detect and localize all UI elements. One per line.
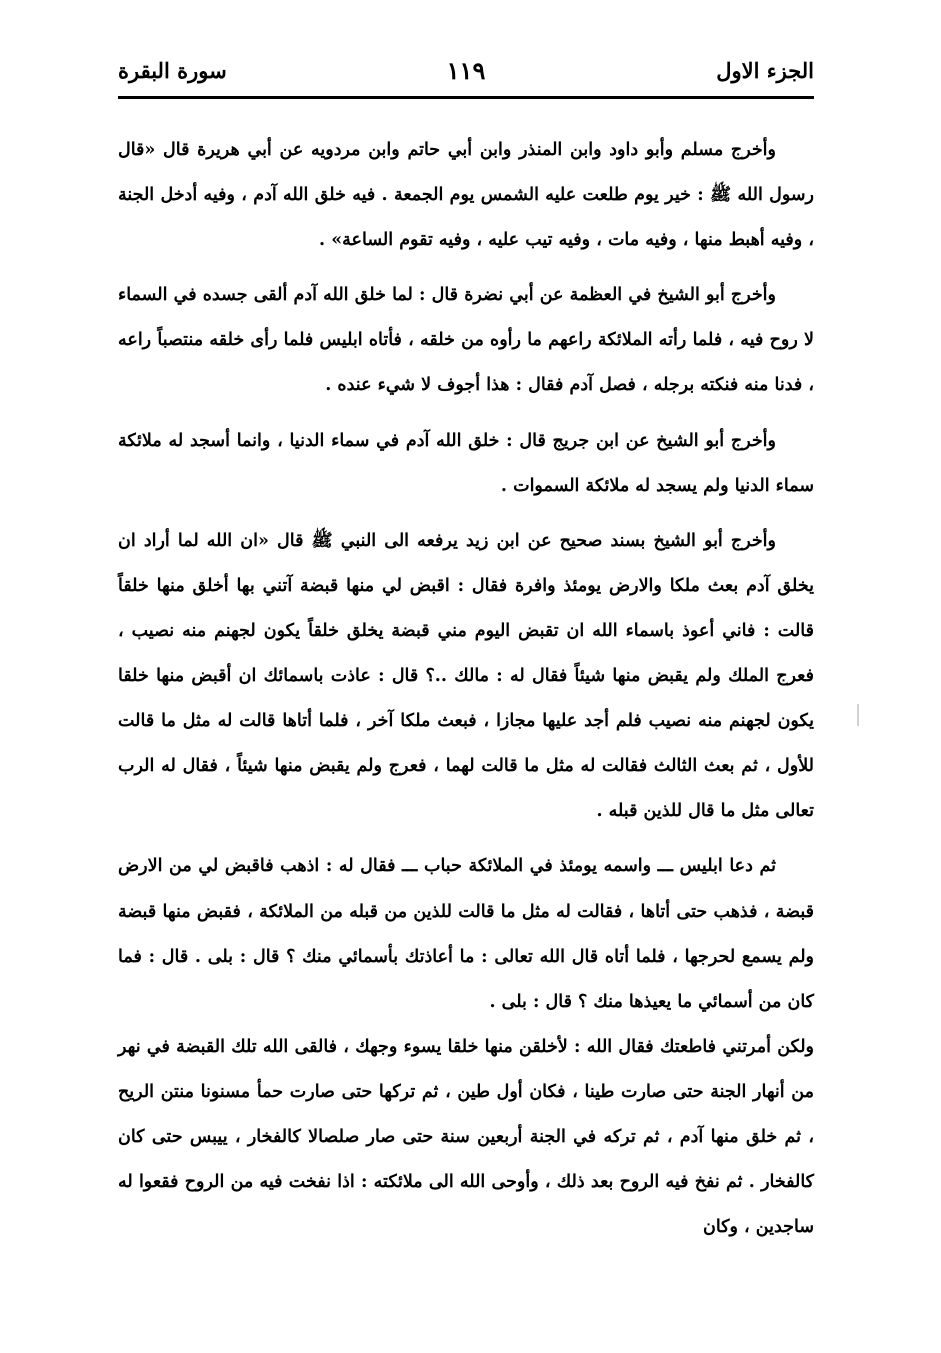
margin-mark (857, 704, 859, 726)
page-number: ١١٩ (446, 56, 486, 85)
header-rule (118, 96, 814, 99)
paragraph-6: ولكن أمرتني فاطعتك فقال الله : لأخلقن منها خلقا يسوء وجهك ، فالقى الله تلك القبضة في نهر من أنهار الجنة حتى صارت طينا ، فكان أول طين ، ثم تركها حتى صارت حمأ مسنونا منتن الريح ، ثم خلق منها آدم ، ثم تركه في الجنة أربعين سنة حتى صار صلصالا كالفخار ، ييبس حتى كان كالفخار . ثم نفخ فيه الروح بعد ذلك ، وأوحى الله الى ملائكته : اذا نفخت فيه من الروح فقعوا له ساجدين ، وكان (118, 1036, 814, 1238)
page-body (118, 128, 814, 1250)
paragraph-4: وأخرج أبو الشيخ بسند صحيح عن ابن زيد يرفعه الى النبي ﷺ قال «ان الله لما أراد ان يخلق آدم بعث ملكا والارض يومئذ وافرة فقال : اقبض لي منها قبضة آتني بها أخلق منها خلقاً قالت : فاني أعوذ باسماء الله ان تقبض اليوم مني قبضة يخلق خلقاً يكون لجهنم منه نصيب ، فعرج الملك ولم يقبض منها شيئاً فقال له : مالك ..؟ قال : عاذت باسمائك ان أقبض منها خلقا يكون لجهنم منه نصيب فلم أجد عليها مجازا ، فبعث ملكا آخر ، فلما أتاها قالت له مثل ما قالت للأول ، ثم بعث الثالث فقالت له مثل ما قالت لهما ، فعرج ولم يقبض منها شيئاً ، فقال له الرب تعالى مثل ما قال للذين قبله . (118, 530, 815, 822)
paragraph-1: وأخرج مسلم وأبو داود وابن المنذر وابن أبي حاتم وابن مردويه عن أبي هريرة قال «قال رسول الله ﷺ : خير يوم طلعت عليه الشمس يوم الجمعة . فيه خلق الله آدم ، وفيه أدخل الجنة ، وفيه أهبط منها ، وفيه مات ، وفيه تيب عليه ، وفيه تقوم الساعة» . (118, 140, 814, 251)
part-title: الجزء الاول (716, 58, 814, 83)
paragraph-5: ثم دعا ابليس ـــ واسمه يومئذ في الملائكة حباب ـــ فقال له : اذهب فاقبض لي من الارض قبضة ، فذهب حتى أتاها ، فقالت له مثل ما قالت للذين من قبله من الملائكة ، فقبض منها قبضة ولم يسمع لحرجها ، فلما أتاه قال الله تعالى : ما أعاذتك بأسمائي منك ؟ قال : بلى . قال : فما كان من أسمائي ما يعيذها منك ؟ قال : بلى . (118, 856, 814, 1012)
paragraph-3: وأخرج أبو الشيخ عن ابن جريج قال : خلق الله آدم في سماء الدنيا ، وانما أسجد له ملائكة سماء الدنيا ولم يسجد له ملائكة السموات . (118, 430, 814, 496)
surah-title: سورة البقرة (118, 58, 227, 83)
page-header (118, 50, 814, 96)
paragraph-2: وأخرج أبو الشيخ في العظمة عن أبي نضرة قال : لما خلق الله آدم ألقى جسده في السماء لا روح فيه ، فلما رأته الملائكة راعهم ما رأوه من خلقه ، فأتاه ابليس فلما رأى خلقه منتصباً راعه ، فدنا منه فنكته برجله ، فصل آدم فقال : هذا أجوف لا شيء عنده . (118, 285, 814, 396)
